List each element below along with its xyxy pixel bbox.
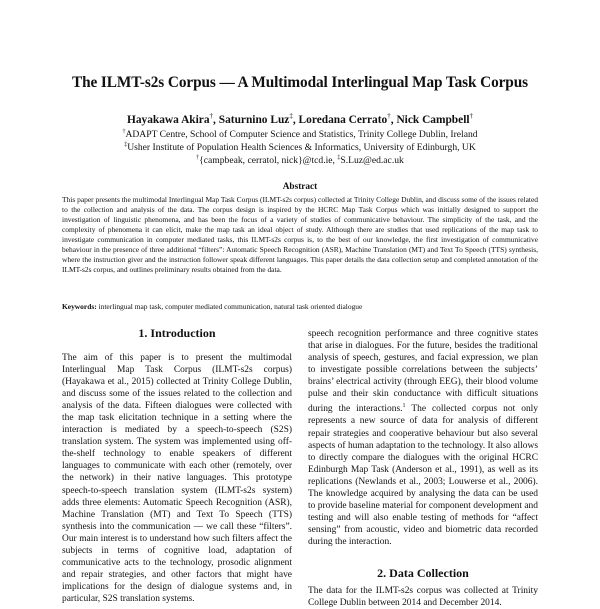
author-name: Loredana Cerrato — [298, 113, 388, 126]
email-text: S.Luz@ed.ac.uk — [340, 155, 404, 167]
keywords-label: Keywords: — [62, 302, 97, 311]
abstract-heading: Abstract — [282, 182, 318, 192]
author-name: Saturnino Luz — [218, 113, 290, 126]
section-heading-introduction: 1. Introduction — [138, 326, 216, 340]
author-name: Nick Campbell — [396, 113, 470, 126]
author-mark: ‡ — [289, 112, 293, 120]
paragraph-text: speech recognition performance and three cognitive states that arise in dialogues. For the future, besides the traditional analysis of speech, gestures, and facial expression, we plan to investigate possible correlations between the subjects’ brains’ electrical activity (through EEG), their blood volume pulse and their skin conductance with difficult situations during the interactions. — [308, 329, 538, 415]
author-mark: † — [209, 112, 214, 120]
footnote-mark: 1 — [402, 403, 406, 410]
affiliation-mark: ‡ — [124, 142, 128, 148]
right-column-text-continued: The data for the ILMT-s2s corpus was collected at Trinity College Dublin between 2014 and December 2014. — [308, 586, 538, 609]
affiliation-mark: † — [196, 155, 200, 161]
affiliation-text: Usher Institute of Population Health Sciences & Informatics, University of Edinburgh, UK — [127, 142, 476, 154]
abstract-text: This paper presents the multimodal Interlingual Map Task Corpus (ILMT-s2s corpus) collected at Trinity College Dublin, and discuss some of the issues related to the collection and analysis of the data. The corpus design is inspired by the HCRC Map Task Corpus which was initially designed to support the investigation of linguistic phenomena, and has been the focus of a variety of studies of communicative behaviour. The simplicity of the task, and the complexity of phenomena it can elicit, make the map task an ideal object of study. Although there are studies that used replications of the map task to investigate communication in computer mediated tasks, this ILMT-s2s corpus is, to the best of our knowledge, the first investigation of communicative behaviour in the presence of three additional “filters”: Automatic Speech Recognition (ASR), Machine Translation (MT) and Text To Speech (TTS) synthesis, where the instruction giver and the instruction follower speak different languages. This paper details the data collection setup and completed annotation of the ILMT-s2s corpus, and outlines preliminary results obtained from the data. — [62, 195, 538, 275]
affiliation-mark: † — [122, 129, 126, 135]
affiliation-mark: ‡ — [337, 155, 341, 161]
author-list: Hayakawa Akira†, Saturnino Luz‡, Loredana Cerrato†, Nick Campbell† — [126, 112, 474, 126]
email-text: {campbeak, cerratol, nick}@tcd.ie, — [199, 155, 338, 167]
section-heading-data-collection: 2. Data Collection — [377, 566, 469, 580]
author-mark: † — [469, 112, 474, 120]
left-column-text: The aim of this paper is to present the multimodal Interlingual Map Task Corpus (ILMT-s2s corpus) (Hayakawa et al., 2015) collected at Trinity College Dublin, and discuss some of the issues related to the collection and analysis of the data. Fifteen dialogues were collected with the map task elicitation technique in a setting where the interaction is mediated by a speech-to-speech (S2S) translation system. The system was implemented using off-the-shelf technology to enable speakers of different languages to communicate with each other (remotely, over the network) in their native languages. This prototype speech-to-speech translation system (ILMT-s2s system) adds three elements: Automatic Speech Recognition (ASR), Machine Translation (MT) and Text To Speech (TTS) synthesis into the communication — we call these “filters”. Our main interest is to understand how such filters affect the subjects in terms of cognitive load, adaptation of communicative acts to the technology, prosodic alignment and repair strategies, and other factors that might have implications for the design of dialogue systems and, in particular, S2S translation systems. — [62, 353, 292, 604]
email-line — [0, 152, 600, 167]
author-name: Hayakawa Akira — [126, 113, 210, 126]
keywords-text: interlingual map task, computer mediated communication, natural task oriented dialogue — [96, 302, 363, 311]
affiliation-text: ADAPT Centre, School of Computer Science and Statistics, Trinity College Dublin, Ireland — [125, 129, 478, 141]
author-mark: † — [387, 112, 391, 120]
paper-title: The ILMT-s2s Corpus — A Multimodal Interlingual Map Task Corpus — [72, 74, 528, 91]
paragraph-text: The collected corpus not only represents a new source of data for analysis of different repair strategies and cooperative behaviour but also several aspects of human adaptation to the technology. It also allows to directly compare the dialogues with the original HCRC Edinburgh Map Task (Anderson et al., 1991), as well as its replications (Newlands et al., 2003; Louwerse et al., 2006). The knowledge acquired by analysing the data can be used to provide baseline material for component development and testing and will also enable testing of methods for “affect sensing” from acoustic, video and biometric data recorded during the interaction. — [308, 404, 539, 547]
keywords-line — [62, 302, 538, 312]
right-column-text — [308, 328, 538, 548]
